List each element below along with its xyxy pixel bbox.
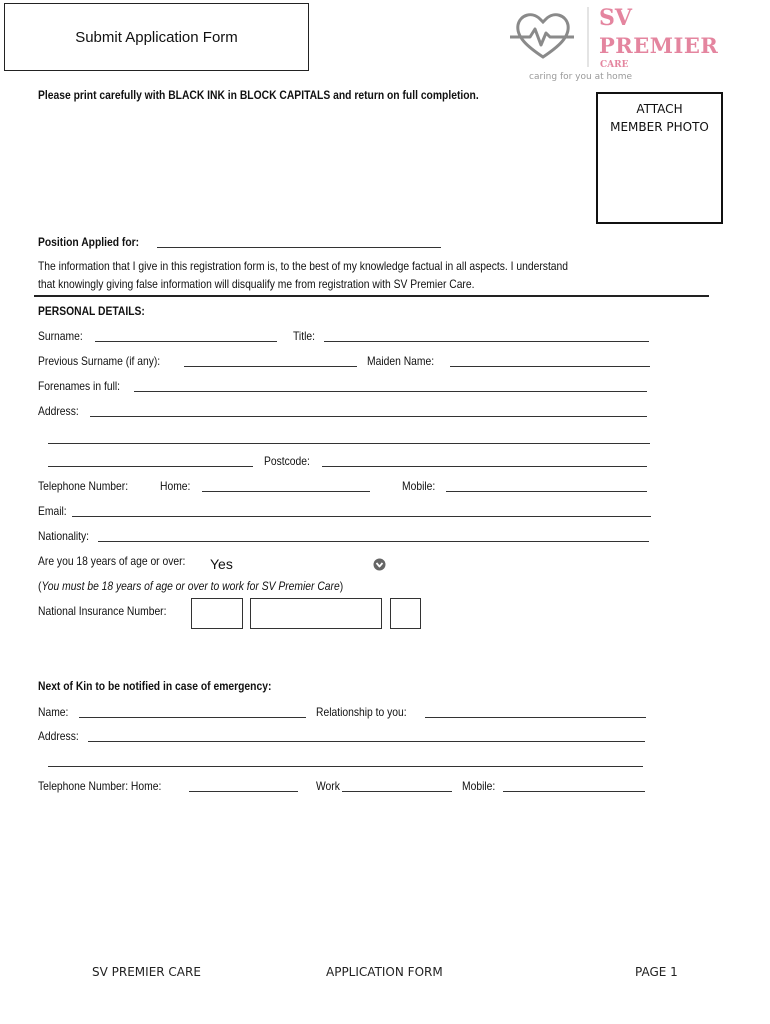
kin-work-phone-field[interactable]	[342, 791, 452, 792]
postcode-label: Postcode:	[264, 454, 310, 468]
postcode-field[interactable]	[322, 466, 647, 467]
nationality-label: Nationality:	[38, 529, 90, 543]
kin-work-label: Work	[316, 779, 340, 793]
kin-name-field[interactable]	[79, 717, 306, 718]
footer-company: SV PREMIER CARE	[92, 965, 201, 979]
instruction-text: Please print carefully with BLACK INK in BLOCK CAPITALS and return on full completion.	[38, 88, 479, 102]
logo-text-care: CARE	[600, 60, 629, 70]
ni-number-label: National Insurance Number:	[38, 604, 167, 618]
home-phone-field[interactable]	[202, 491, 370, 492]
age-dropdown-value: Yes	[210, 556, 233, 572]
kin-relationship-label: Relationship to you:	[316, 705, 407, 719]
chevron-down-icon[interactable]	[373, 558, 386, 571]
forenames-label: Forenames in full:	[38, 379, 121, 393]
mobile-label: Mobile:	[402, 479, 436, 493]
position-label: Position Applied for:	[38, 235, 140, 249]
personal-details-heading: PERSONAL DETAILS:	[38, 304, 145, 318]
home-phone-label: Home:	[160, 479, 191, 493]
footer-form-name: APPLICATION FORM	[326, 965, 443, 979]
nationality-field[interactable]	[98, 541, 649, 542]
photo-box-line2: MEMBER PHOTO	[610, 120, 709, 134]
email-field[interactable]	[72, 516, 651, 517]
age-question-label: Are you 18 years of age or over:	[38, 554, 186, 568]
ni-number-box-3[interactable]	[390, 598, 421, 629]
maiden-name-label: Maiden Name:	[367, 354, 435, 368]
email-label: Email:	[38, 504, 67, 518]
age-note: (You must be 18 years of age or over to work for SV Premier Care)	[38, 579, 344, 593]
kin-mobile-field[interactable]	[503, 791, 645, 792]
title-label: Title:	[293, 329, 315, 343]
kin-address-field-line2[interactable]	[48, 766, 643, 767]
telephone-label: Telephone Number:	[38, 479, 129, 493]
declaration-line2: that knowingly giving false information will disqualify me from registration with SV Premier Care.	[38, 277, 475, 291]
surname-field[interactable]	[95, 341, 277, 342]
age-dropdown[interactable]	[207, 554, 390, 574]
position-field[interactable]	[157, 247, 441, 248]
next-of-kin-heading: Next of Kin to be notified in case of emergency:	[38, 679, 272, 693]
kin-telephone-label: Telephone Number: Home:	[38, 779, 162, 793]
photo-box-line1: ATTACH	[636, 102, 683, 116]
forenames-field[interactable]	[134, 391, 647, 392]
kin-mobile-label: Mobile:	[462, 779, 496, 793]
kin-relationship-field[interactable]	[425, 717, 646, 718]
kin-name-label: Name:	[38, 705, 69, 719]
ni-number-box-1[interactable]	[191, 598, 243, 629]
logo-text-premier: PREMIER	[599, 33, 719, 58]
footer-page-number: PAGE 1	[635, 965, 678, 979]
ni-number-box-2[interactable]	[250, 598, 382, 629]
address-field-line3[interactable]	[48, 466, 253, 467]
surname-label: Surname:	[38, 329, 83, 343]
address-label: Address:	[38, 404, 79, 418]
submit-application-button[interactable]: Submit Application Form	[4, 3, 309, 71]
previous-surname-field[interactable]	[184, 366, 357, 367]
member-photo-box	[596, 92, 723, 224]
maiden-name-field[interactable]	[450, 366, 650, 367]
kin-address-label: Address:	[38, 729, 79, 743]
address-field-line2[interactable]	[48, 443, 650, 444]
kin-address-field-line1[interactable]	[88, 741, 645, 742]
declaration-line1: The information that I give in this registration form is, to the best of my knowledge factual in all aspects. I understand	[38, 259, 569, 273]
logo-tagline: caring for you at home	[529, 72, 632, 82]
section-divider	[34, 295, 709, 297]
age-note-text: You must be 18 years of age or over to work for SV Premier Care	[41, 579, 340, 593]
title-field[interactable]	[324, 341, 649, 342]
address-field-line1[interactable]	[90, 416, 647, 417]
logo-text-sv: SV	[599, 5, 632, 31]
kin-home-phone-field[interactable]	[189, 791, 298, 792]
mobile-field[interactable]	[446, 491, 647, 492]
previous-surname-label: Previous Surname (if any):	[38, 354, 161, 368]
sv-premier-care-logo	[508, 5, 733, 87]
